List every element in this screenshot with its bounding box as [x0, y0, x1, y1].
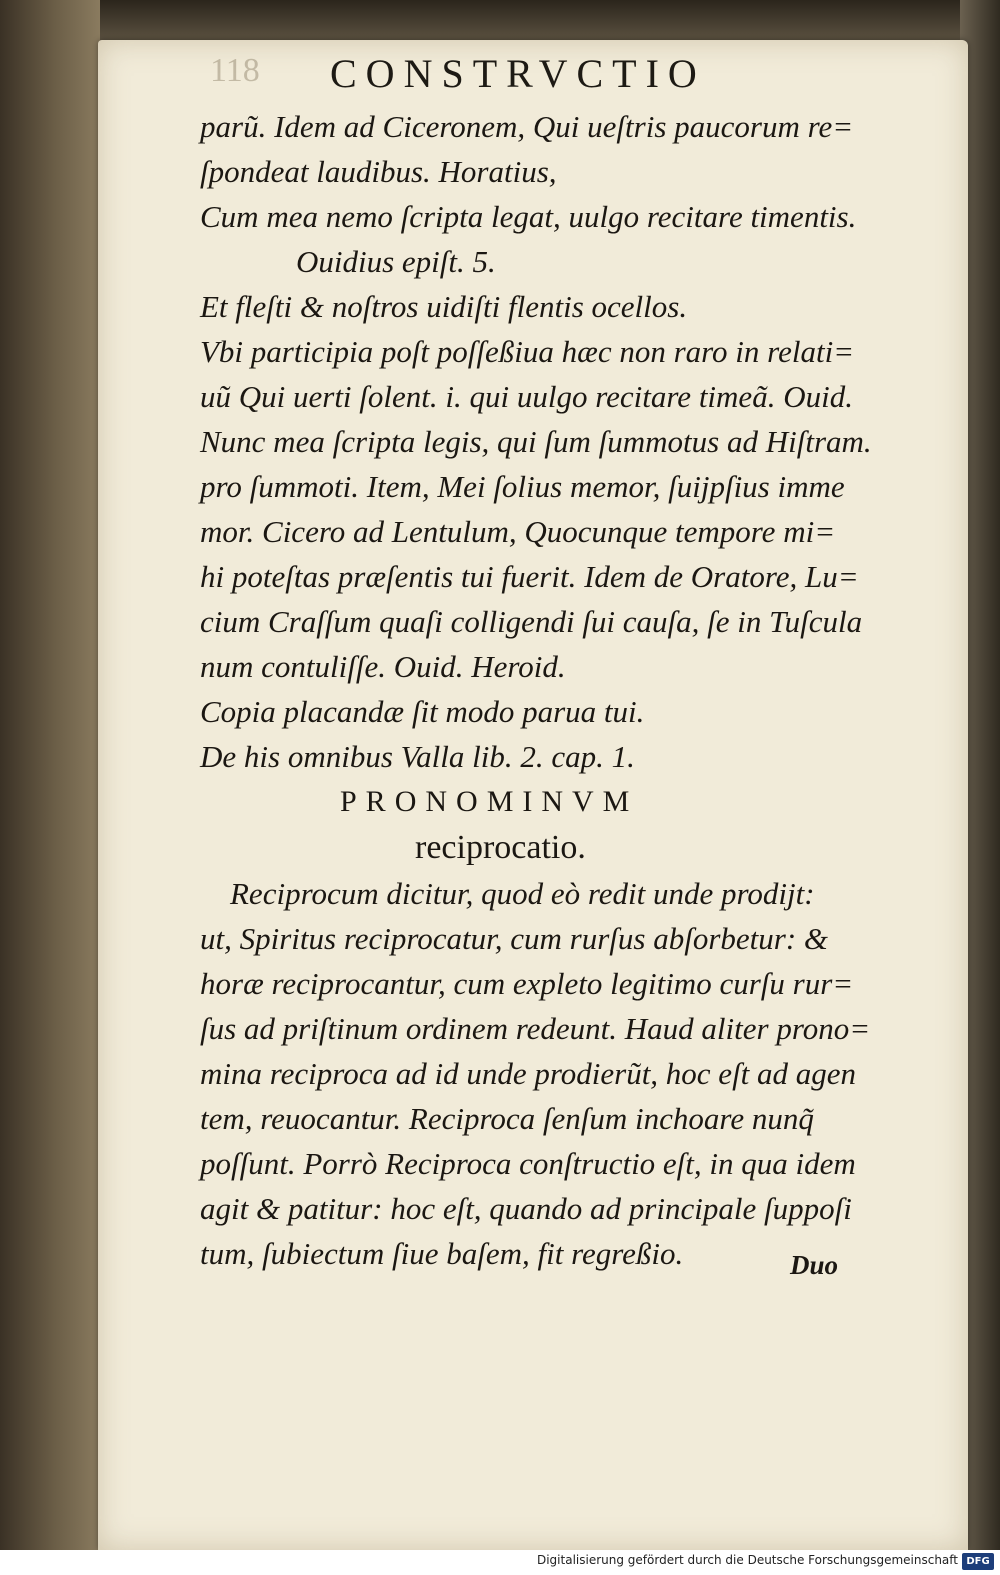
text-line: cium Craſſum quaſi colligendi ſui cauſa, ſe in Tuſcula — [200, 604, 863, 639]
scan-background-left — [0, 0, 100, 1575]
catchword: Duo — [790, 1250, 839, 1280]
text-line: uũ Qui uerti ſolent. i. qui uulgo recitare timeã. Ouid. — [200, 379, 853, 414]
section-heading: PRONOMINVM — [340, 785, 639, 818]
paragraph-line: Reciprocum dicitur, quod eò redit unde prodijt: — [230, 876, 815, 911]
paragraph-line: ut, Spiritus reciprocatur, cum rurſus abſorbetur: & — [200, 921, 829, 956]
paragraph-line: mina reciproca ad id unde prodierũt, hoc eſt ad agen — [200, 1056, 857, 1091]
text-line: Ouidius epiſt. 5. — [296, 244, 496, 279]
page-number: 118 — [210, 52, 260, 89]
text-line: Vbi participia poſt poſſeßiua hæc non raro in relati= — [200, 334, 855, 369]
text-line: Et fleſti & noſtros uidiſti flentis ocellos. — [200, 289, 688, 324]
text-line: num contuliſſe. Ouid. Heroid. — [200, 649, 566, 684]
text-line: mor. Cicero ad Lentulum, Quocunque tempore mi= — [200, 514, 836, 549]
text-line: ſpondeat laudibus. Horatius, — [200, 154, 557, 189]
paragraph-line: tum, ſubiectum ſiue baſem, fit regreßio. — [200, 1236, 684, 1271]
text-line: Cum mea nemo ſcripta legat, uulgo recitare timentis. — [200, 199, 857, 234]
text-line: pro ſummoti. Item, Mei ſolius memor, ſuijpſius imme — [200, 469, 845, 504]
paragraph-line: horæ reciprocantur, cum expleto legitimo curſu rur= — [200, 966, 854, 1001]
text-line: Nunc mea ſcripta legis, qui ſum ſummotus ad Hiſtram. — [200, 424, 872, 459]
dfg-logo: DFG — [962, 1553, 994, 1570]
paragraph-line: agit & patitur: hoc eſt, quando ad principale ſuppoſi — [200, 1191, 852, 1226]
text-line: Copia placandæ ſit modo parua tui. — [200, 694, 645, 729]
text-line: De his omnibus Valla lib. 2. cap. 1. — [200, 739, 635, 774]
text-line: hi poteſtas præſentis tui fuerit. Idem de Oratore, Lu= — [200, 559, 859, 594]
text-block — [200, 104, 872, 1276]
scan-background-top — [0, 0, 1000, 40]
paragraph-line: tem, reuocantur. Reciproca ſenſum inchoare nunq̃ — [200, 1101, 814, 1136]
paragraph-line: ſus ad priſtinum ordinem redeunt. Haud aliter prono= — [200, 1011, 871, 1046]
running-head: CONSTRVCTIO — [330, 51, 706, 96]
text-line: parũ. Idem ad Ciceronem, Qui ueſtris paucorum re= — [200, 109, 854, 144]
paragraph-line: poſſunt. Porrò Reciproca conſtructio eſt, in qua idem — [200, 1146, 856, 1181]
section-subheading: reciprocatio. — [415, 829, 586, 866]
funding-credit: Digitalisierung gefördert durch die Deutsche Forschungsgemeinschaft — [536, 1553, 958, 1567]
